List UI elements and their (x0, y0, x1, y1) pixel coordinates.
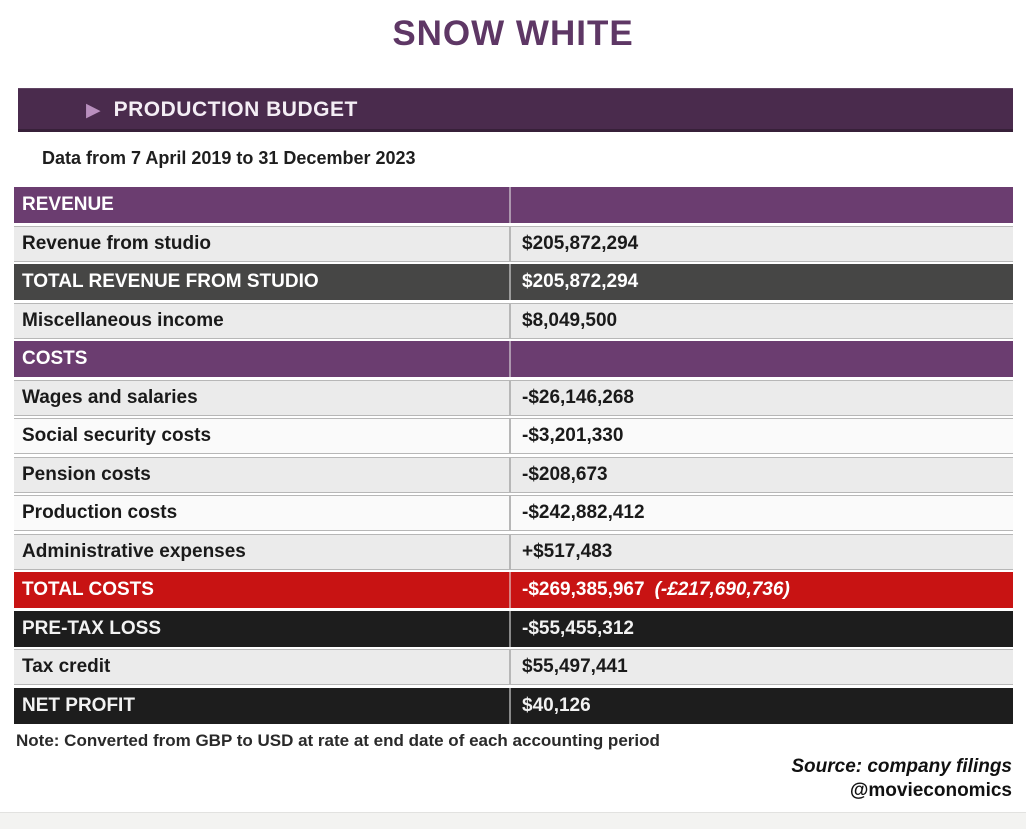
row-label: Pension costs (22, 463, 151, 485)
social-handle: @movieconomics (849, 780, 1012, 801)
table-row (14, 534, 1013, 570)
section-header-label: PRODUCTION BUDGET (113, 98, 358, 121)
play-arrow-icon: ▶ (86, 99, 101, 121)
table-row (14, 380, 1013, 416)
table-row (14, 457, 1013, 493)
row-value-usd: -$208,673 (522, 463, 608, 485)
row-value-usd: +$517,483 (522, 540, 613, 562)
row-label: Revenue from studio (22, 232, 211, 254)
bottom-strip (0, 812, 1026, 829)
row-value (509, 304, 1013, 338)
row-label: PRE-TAX LOSS (22, 617, 161, 639)
row-value-usd: -$269,385,967 (522, 579, 645, 600)
row-value (509, 381, 1013, 415)
budget-table (14, 187, 1013, 726)
table-row (14, 264, 1013, 300)
table-row (14, 303, 1013, 339)
row-value (509, 419, 1013, 453)
row-value-usd: -$26,146,268 (522, 386, 634, 408)
row-label: COSTS (22, 348, 88, 369)
row-label: Miscellaneous income (22, 309, 224, 331)
date-range-text: Data from 7 April 2019 to 31 December 2023 (42, 148, 416, 168)
row-value (509, 650, 1013, 684)
row-value-usd: $8,049,500 (522, 309, 618, 331)
table-row (14, 611, 1013, 647)
table-row (14, 418, 1013, 454)
row-label: Production costs (22, 502, 178, 523)
row-value (509, 496, 1013, 530)
row-value-usd: $40,126 (522, 694, 591, 716)
source-credit: Source: company filings (791, 756, 1012, 777)
table-row (14, 226, 1013, 262)
row-label: REVENUE (22, 194, 114, 215)
table-row (14, 495, 1013, 531)
row-label: Administrative expenses (22, 540, 246, 562)
row-value-usd: $205,872,294 (522, 232, 639, 254)
row-value (509, 572, 1013, 608)
section-header-bar (18, 88, 1013, 132)
page-title: SNOW WHITE (392, 14, 634, 53)
row-value (509, 227, 1013, 261)
row-value-gbp: (-£217,690,736) (654, 579, 790, 600)
row-value-usd: -$55,455,312 (522, 617, 634, 639)
row-value-usd: $55,497,441 (522, 656, 628, 677)
row-label: TOTAL REVENUE FROM STUDIO (22, 271, 319, 292)
table-row (14, 341, 1013, 377)
row-label: TOTAL COSTS (22, 579, 154, 600)
table-row (14, 649, 1013, 685)
row-value (509, 688, 1013, 724)
row-value (509, 264, 1013, 300)
table-row (14, 187, 1013, 223)
row-value (509, 535, 1013, 569)
row-value (509, 341, 1013, 377)
row-value (509, 458, 1013, 492)
row-value (509, 611, 1013, 647)
row-value-usd: $205,872,294 (522, 271, 639, 292)
row-value-usd: -$242,882,412 (522, 502, 645, 523)
row-value-usd: -$3,201,330 (522, 425, 624, 446)
row-label: Wages and salaries (22, 386, 198, 408)
row-value (509, 187, 1013, 223)
row-label: Tax credit (22, 656, 111, 677)
table-row (14, 688, 1013, 724)
row-label: NET PROFIT (22, 694, 135, 716)
footnote: Note: Converted from GBP to USD at rate at end date of each accounting period (16, 731, 660, 750)
table-row (14, 572, 1013, 608)
row-label: Social security costs (22, 425, 212, 446)
